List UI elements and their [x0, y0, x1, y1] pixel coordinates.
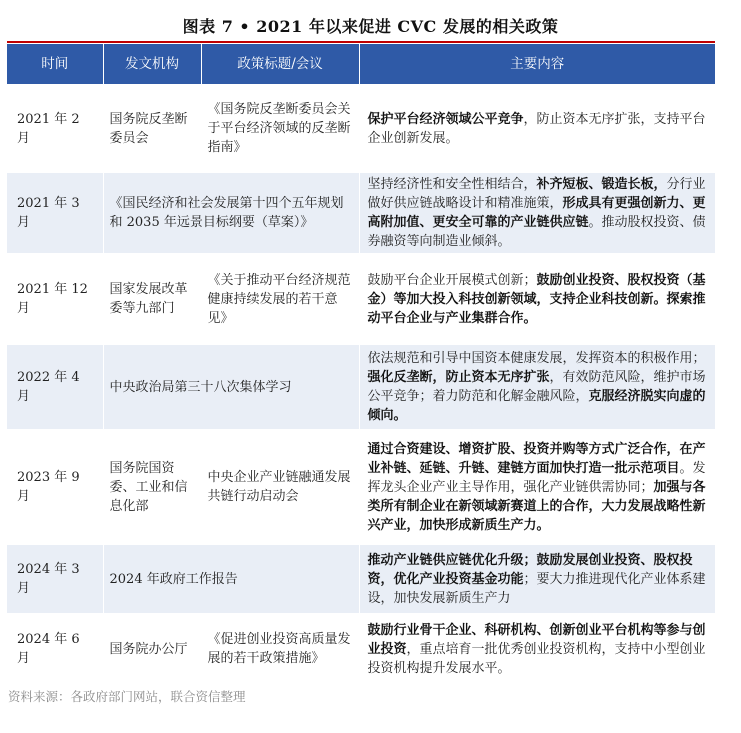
row-content [359, 431, 715, 543]
row-content [359, 86, 715, 171]
table-header-row [7, 44, 715, 86]
bold-text: 克服经济脱实向虚的倾向。 [367, 389, 706, 423]
row-time: 2021 年 2 月 [7, 86, 103, 171]
row-policy: 《国务院反垄断委员会关于平台经济领域的反垄断指南》 [201, 86, 359, 171]
row-time: 2024 年 3 月 [7, 543, 103, 615]
bold-text: 加强与各类所有制企业在新领域新赛道上的合作，大力发展战略性新兴产业，加快形成新质生产力。 [367, 479, 706, 533]
row-time: 2021 年 12 月 [7, 255, 103, 343]
bold-text: 补齐短板、锻造长板， [536, 177, 667, 192]
row-issuer-policy: 中央政治局第三十八次集体学习 [103, 343, 359, 431]
normal-text: ，有效防范风险，维护市场公平竞争；着力防范和化解金融风险， [367, 370, 706, 404]
normal-text: 鼓励平台企业开展模式创新； [367, 272, 537, 288]
header-issuer: 发文机构 [103, 44, 201, 86]
normal-text: ，防止资本无序扩张，支持平台企业创新发展。 [367, 111, 706, 146]
header-content: 主要内容 [359, 44, 715, 86]
row-issuer: 国务院办公厅 [103, 615, 201, 681]
normal-text: 分行业做好供应链战略设计和精准施策， [367, 177, 706, 211]
normal-text: 坚持经济性和安全性相结合， [367, 177, 537, 192]
table-row [7, 615, 715, 681]
table-row [7, 171, 715, 255]
bold-text: 通过合资建设、增资扩股、投资并购等方式广泛合作，在产业补链、延链、升链、建链方面加快打造一批示范项目 [367, 441, 706, 476]
title-rule [7, 41, 715, 43]
bold-text: 形成具有更强创新力、更高附加值、更安全可靠的产业链供应链 [367, 196, 706, 230]
normal-text: ；要大力推进现代化产业体系建设，加快发展新质生产力 [367, 571, 706, 606]
table-row [7, 343, 715, 431]
row-time: 2024 年 6 月 [7, 615, 103, 681]
row-issuer: 国家发展改革委等九部门 [103, 255, 201, 343]
header-policy: 政策标题/会议 [201, 44, 359, 86]
bold-text: 鼓励行业骨干企业、科研机构、创新创业平台机构等参与创业投资 [367, 622, 706, 657]
normal-text: 。发挥龙头企业产业主导作用，强化产业链供需协同； [367, 460, 706, 495]
table-row [7, 431, 715, 543]
table-row [7, 86, 715, 171]
row-content [359, 615, 715, 681]
figure-title: 图表 7 • 2021 年以来促进 CVC 发展的相关政策 [182, 17, 559, 36]
normal-text: 依法规范和引导中国资本健康发展，发挥资本的积极作用； [367, 351, 706, 366]
table-row [7, 543, 715, 615]
row-content [359, 171, 715, 255]
row-issuer-policy: 2024 年政府工作报告 [103, 543, 359, 615]
bold-text: 保护平台经济领域公平竞争 [367, 111, 524, 127]
row-policy: 《促进创业投资高质量发展的若干政策措施》 [201, 615, 359, 681]
row-time: 2022 年 4 月 [7, 343, 103, 431]
row-issuer-policy: 《国民经济和社会发展第十四个五年规划和 2035 年远景目标纲要（草案）》 [103, 171, 359, 255]
row-content [359, 543, 715, 615]
row-issuer: 国务院国资委、工业和信息化部 [103, 431, 201, 543]
normal-text: ，重点培育一批优秀创业投资机构，支持中小型创业投资机构提升发展水平。 [367, 641, 706, 676]
bold-text: 强化反垄断，防止资本无序扩张 [367, 370, 550, 385]
bold-text: 推动产业链供应链优化升级；鼓励发展创业投资、股权投资，优化产业投资基金功能 [367, 552, 693, 587]
row-policy: 中央企业产业链融通发展共链行动启动会 [201, 431, 359, 543]
row-content [359, 255, 715, 343]
row-content [359, 343, 715, 431]
bold-text: 鼓励创业投资、股权投资（基金）等加大投入科技创新领域，支持企业科技创新。探索推动平台企业与产业集群合作。 [367, 272, 706, 326]
row-time: 2023 年 9 月 [7, 431, 103, 543]
row-time: 2021 年 3 月 [7, 171, 103, 255]
source-note: 资料来源：各政府部门网站，联合资信整理 [8, 689, 246, 704]
table-row [7, 255, 715, 343]
normal-text: 。推动股权投资、债券融资等向制造业倾斜。 [367, 215, 706, 249]
row-policy: 《关于推动平台经济规范健康持续发展的若干意见》 [201, 255, 359, 343]
row-issuer: 国务院反垄断委员会 [103, 86, 201, 171]
policy-table [7, 44, 715, 681]
header-time: 时间 [7, 44, 103, 86]
